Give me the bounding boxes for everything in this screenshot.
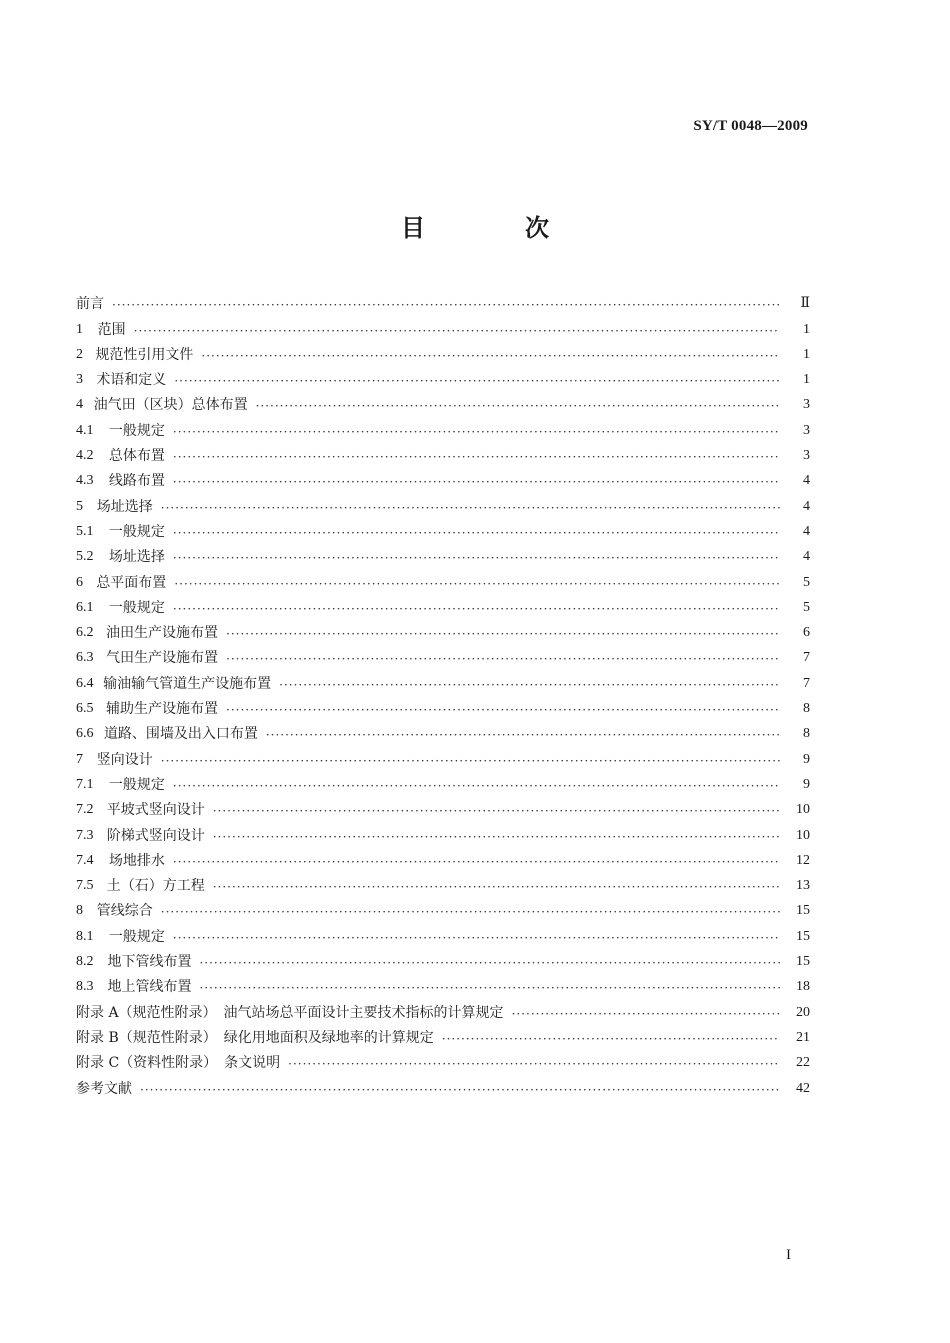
toc-entry-number: 3 <box>76 372 83 388</box>
page-number: I <box>786 1247 791 1263</box>
toc-entry[interactable] <box>76 895 810 920</box>
toc-entry[interactable] <box>76 566 810 591</box>
toc-entry-page: 3 <box>803 397 810 413</box>
toc-entry-number: 8 <box>76 903 83 919</box>
toc-entry[interactable] <box>76 743 810 768</box>
toc-entry-label: 输油输气管道生产设施布置 <box>103 675 272 692</box>
toc-entry[interactable] <box>76 794 810 819</box>
toc-entry-label: 规范性引用文件 <box>95 346 194 363</box>
toc-entry-page: 13 <box>796 878 810 894</box>
toc-entry-label: 参考文献 <box>76 1080 132 1097</box>
toc-dot-leader <box>288 1056 780 1072</box>
toc-entry-page: 1 <box>803 372 810 388</box>
toc-entry-label: 场址选择 <box>108 549 165 566</box>
toc-entry-page: 15 <box>796 928 810 944</box>
toc-entry-page: 10 <box>796 802 810 818</box>
toc-entry-page: Ⅱ <box>800 296 810 312</box>
toc-entry-number: 6 <box>76 574 83 590</box>
toc-entry-label: 总平面布置 <box>96 574 167 591</box>
toc-entry-number: 7.3 <box>76 827 94 843</box>
toc-entry[interactable] <box>76 870 810 895</box>
toc-entry-page: 4 <box>803 473 810 489</box>
toc-entry-label: 道路、围墙及出入口布置 <box>103 726 258 743</box>
toc-entry-number: 7.2 <box>76 802 94 818</box>
toc-entry-page: 15 <box>796 903 810 919</box>
toc-entry-page: 9 <box>803 751 810 767</box>
toc-dot-leader <box>173 449 780 465</box>
toc-dot-leader <box>161 904 780 920</box>
toc-entry-number: 6.4 <box>76 675 94 691</box>
toc-entry-label: 一般规定 <box>108 928 165 945</box>
toc-entry[interactable] <box>76 819 810 844</box>
standard-code: SY/T 0048—2009 <box>693 118 808 134</box>
toc-dot-leader <box>173 601 780 617</box>
toc-entry-number: 6.1 <box>76 599 94 615</box>
toc-entry-page: 20 <box>796 1004 810 1020</box>
toc-entry-page: 5 <box>803 574 810 590</box>
toc-entry-page: 8 <box>803 701 810 717</box>
toc-entry[interactable] <box>76 996 810 1021</box>
toc-entry-number: 7.5 <box>76 878 94 894</box>
toc-entry[interactable] <box>76 592 810 617</box>
toc-entry-label: 范围 <box>97 321 126 338</box>
toc-entry-label: 附录 C（资料性附录） 条文说明 <box>76 1055 281 1072</box>
toc-entry-label: 总体布置 <box>108 448 165 465</box>
toc-entry-number: 7 <box>76 751 83 767</box>
toc-entry-page: 6 <box>803 625 810 641</box>
toc-entry-number: 5.1 <box>76 523 94 539</box>
toc-dot-leader <box>161 500 780 516</box>
toc-entry-page: 15 <box>796 954 810 970</box>
toc-entry-label: 前言 <box>76 296 104 313</box>
toc-entry-number: 7.1 <box>76 776 94 792</box>
toc-entry-number: 6.2 <box>76 625 94 641</box>
page-title: 目 次 <box>401 214 587 242</box>
toc-entry-page: 22 <box>796 1055 810 1071</box>
toc-entry-page: 10 <box>796 827 810 843</box>
toc-entry-page: 18 <box>796 979 810 995</box>
toc-entry-label: 管线综合 <box>96 903 153 920</box>
toc-dot-leader <box>201 348 780 364</box>
toc-dot-leader <box>173 474 780 490</box>
toc-entry-label: 附录 B（规范性附录） 绿化用地面积及绿地率的计算规定 <box>76 1029 434 1046</box>
toc-entry-page: 3 <box>803 422 810 438</box>
toc-entry-number: 7.4 <box>76 852 94 868</box>
toc-entry[interactable] <box>76 490 810 515</box>
toc-dot-leader <box>279 677 780 693</box>
toc-entry-page: 9 <box>803 776 810 792</box>
toc-dot-leader <box>226 626 780 642</box>
toc-dot-leader <box>442 1031 780 1047</box>
toc-entry[interactable] <box>76 971 810 996</box>
toc-entry[interactable] <box>76 693 810 718</box>
toc-entry-number: 8.3 <box>76 979 94 995</box>
toc-entry-label: 气田生产设施布置 <box>106 650 219 667</box>
toc-dot-leader <box>213 829 780 845</box>
toc-entry-number: 4.3 <box>76 473 94 489</box>
toc-dot-leader <box>112 297 780 313</box>
toc-entry-number: 6.5 <box>76 701 94 717</box>
toc-entry-page: 1 <box>803 321 810 337</box>
toc-entry-label: 一般规定 <box>108 776 165 793</box>
toc-entry-number: 5.2 <box>76 549 94 565</box>
toc-entry-page: 4 <box>803 498 810 514</box>
toc-entry-number: 6.3 <box>76 650 94 666</box>
toc-entry-label: 附录 A（规范性附录） 油气站场总平面设计主要技术指标的计算规定 <box>76 1004 504 1021</box>
toc-entry-number: 2 <box>76 346 83 362</box>
toc-entry-label: 一般规定 <box>108 599 165 616</box>
toc-entry-number: 4 <box>76 397 83 413</box>
toc-dot-leader <box>161 753 780 769</box>
toc-entry-number: 8.1 <box>76 928 94 944</box>
toc-entry-label: 油田生产设施布置 <box>106 625 219 642</box>
toc-dot-leader <box>266 727 780 743</box>
table-of-contents <box>76 288 810 1098</box>
toc-dot-leader <box>256 398 780 414</box>
toc-entry[interactable] <box>76 1072 810 1097</box>
toc-entry[interactable] <box>76 642 810 667</box>
toc-entry[interactable] <box>76 1047 810 1072</box>
toc-entry-label: 油气田（区块）总体布置 <box>93 397 248 414</box>
toc-entry-page: 4 <box>803 523 810 539</box>
toc-dot-leader <box>213 803 780 819</box>
toc-entry[interactable] <box>76 920 810 945</box>
toc-entry-label: 竖向设计 <box>96 751 153 768</box>
toc-entry[interactable] <box>76 516 810 541</box>
toc-dot-leader <box>226 651 780 667</box>
toc-entry-page: 7 <box>803 650 810 666</box>
toc-entry-page: 1 <box>803 346 810 362</box>
toc-entry[interactable] <box>76 718 810 743</box>
toc-dot-leader <box>140 1082 780 1098</box>
toc-entry-page: 42 <box>796 1080 810 1096</box>
toc-entry[interactable] <box>76 339 810 364</box>
toc-entry-label: 场址选择 <box>96 498 153 515</box>
toc-dot-leader <box>134 323 780 339</box>
toc-entry-page: 8 <box>803 726 810 742</box>
toc-entry-label: 阶梯式竖向设计 <box>106 827 205 844</box>
toc-entry-number: 4.1 <box>76 422 94 438</box>
toc-entry[interactable] <box>76 389 810 414</box>
toc-entry-label: 地下管线布置 <box>107 954 192 971</box>
toc-dot-leader <box>512 1006 780 1022</box>
toc-entry[interactable] <box>76 845 810 870</box>
toc-entry-page: 7 <box>803 675 810 691</box>
toc-entry[interactable] <box>76 769 810 794</box>
toc-entry-label: 土（石）方工程 <box>106 878 205 895</box>
toc-entry-page: 5 <box>803 599 810 615</box>
toc-dot-leader <box>173 424 780 440</box>
toc-dot-leader <box>226 702 780 718</box>
toc-entry-page: 4 <box>803 549 810 565</box>
toc-dot-leader <box>199 980 780 996</box>
toc-entry-page: 12 <box>796 852 810 868</box>
toc-entry[interactable] <box>76 465 810 490</box>
toc-entry-label: 一般规定 <box>108 422 165 439</box>
toc-dot-leader <box>173 854 780 870</box>
toc-dot-leader <box>213 879 780 895</box>
toc-entry-number: 6.6 <box>76 726 94 742</box>
toc-entry[interactable] <box>76 946 810 971</box>
toc-entry-number: 1 <box>76 321 83 337</box>
toc-entry-number: 4.2 <box>76 448 94 464</box>
toc-entry-label: 术语和定义 <box>96 372 167 389</box>
toc-dot-leader <box>174 373 780 389</box>
toc-entry-label: 平坡式竖向设计 <box>106 802 205 819</box>
toc-entry[interactable] <box>76 288 810 313</box>
toc-entry[interactable] <box>76 440 810 465</box>
toc-entry-label: 地上管线布置 <box>107 979 192 996</box>
toc-dot-leader <box>173 930 780 946</box>
toc-dot-leader <box>173 778 780 794</box>
toc-entry-number: 8.2 <box>76 954 94 970</box>
toc-dot-leader <box>173 525 780 541</box>
toc-entry[interactable] <box>76 1022 810 1047</box>
toc-entry-label: 辅助生产设施布置 <box>106 701 219 718</box>
toc-entry[interactable] <box>76 667 810 692</box>
toc-entry[interactable] <box>76 364 810 389</box>
toc-entry-page: 3 <box>803 448 810 464</box>
toc-entry[interactable] <box>76 617 810 642</box>
toc-entry[interactable] <box>76 313 810 338</box>
toc-entry-page: 21 <box>796 1029 810 1045</box>
toc-entry[interactable] <box>76 414 810 439</box>
toc-entry-number: 5 <box>76 498 83 514</box>
toc-entry-label: 线路布置 <box>108 473 165 490</box>
toc-entry-label: 场地排水 <box>108 852 165 869</box>
toc-dot-leader <box>173 550 780 566</box>
toc-dot-leader <box>174 576 780 592</box>
toc-dot-leader <box>199 955 780 971</box>
toc-entry-label: 一般规定 <box>108 523 165 540</box>
toc-entry[interactable] <box>76 541 810 566</box>
